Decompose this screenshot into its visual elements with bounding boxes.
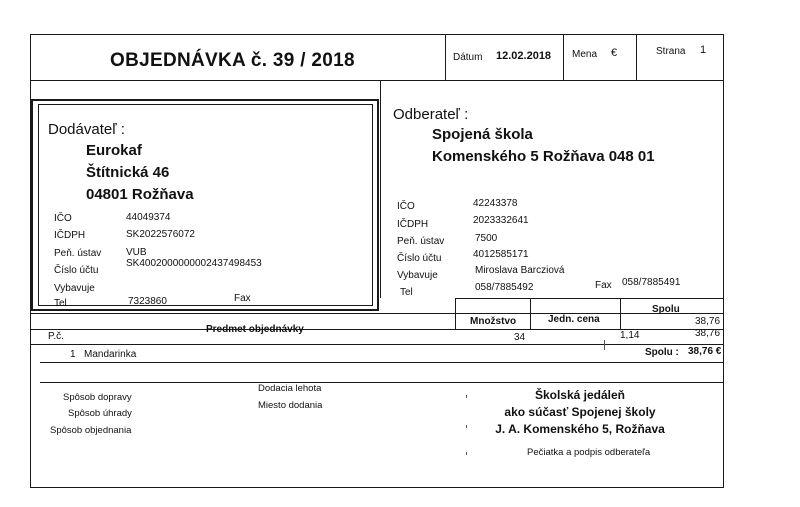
row-position: 1 — [70, 349, 76, 360]
customer-fax-value: 058/7885491 — [622, 277, 681, 288]
delivery-time-label: Dodacia lehota — [258, 383, 322, 394]
order-method-label: Spôsob objednania — [50, 425, 132, 436]
sum-value: 38,76 € — [688, 346, 722, 357]
column-header-quantity: Množstvo — [470, 316, 517, 327]
stamp-line: Školská jedáleň — [534, 388, 626, 402]
dot-mark — [466, 425, 467, 428]
table-border — [40, 382, 724, 383]
table-column-divider — [620, 298, 621, 329]
customer-ico-label: IČO — [397, 201, 415, 212]
table-border — [30, 344, 724, 345]
header-separator — [445, 34, 446, 80]
column-header-unit-price: Jedn. cena — [548, 314, 600, 325]
customer-name: Spojená škola — [432, 126, 533, 143]
dot-mark — [466, 395, 467, 398]
signature-label: Pečiatka a podpis odberateľa — [527, 447, 651, 458]
supplier-bank-value: VUB — [126, 247, 147, 258]
supplier-bank-label: Peň. ústav — [54, 248, 102, 259]
page-label: Strana — [656, 46, 686, 57]
currency-label: Mena — [572, 49, 598, 60]
supplier-tel-value: 7323860 — [128, 296, 167, 307]
customer-divider — [380, 80, 381, 298]
column-header-item: Predmet objednávky — [206, 324, 304, 335]
table-border — [40, 362, 724, 363]
customer-account-label: Číslo účtu — [397, 253, 442, 264]
customer-bank-label: Peň. ústav — [397, 236, 445, 247]
header-total-value: 38,76 — [695, 316, 721, 327]
customer-handler-label: Vybavuje — [397, 270, 438, 281]
stamp-line: J. A. Komenského 5, Rožňava — [495, 422, 665, 436]
delivery-place-label: Miesto dodania — [258, 400, 323, 411]
currency-value: € — [611, 47, 618, 59]
sum-label: Spolu : — [645, 347, 679, 358]
supplier-ico-label: IČO — [54, 213, 72, 224]
dot-mark — [604, 340, 605, 350]
header-divider — [30, 80, 724, 81]
supplier-name: Eurokaf — [86, 142, 142, 159]
customer-account-value: 4012585171 — [473, 249, 529, 260]
supplier-fax-label: Fax — [234, 293, 251, 304]
supplier-ico-value: 44049374 — [126, 212, 171, 223]
header-separator — [563, 34, 564, 80]
column-header-position: P.č. — [48, 331, 64, 342]
payment-method-label: Spôsob úhrady — [68, 408, 132, 419]
table-column-divider — [530, 298, 531, 329]
supplier-icdph-value: SK2022576072 — [126, 229, 195, 240]
table-column-divider — [455, 298, 456, 329]
customer-fax-label: Fax — [595, 280, 612, 291]
column-header-total: Spolu — [652, 304, 680, 315]
supplier-heading: Dodávateľ : — [48, 121, 125, 138]
customer-tel-value: 058/7885492 — [475, 282, 534, 293]
customer-bank-value: 7500 — [475, 233, 498, 244]
row-unit-price: 1,14 — [620, 330, 640, 341]
header-separator — [636, 34, 637, 80]
supplier-icdph-label: IČDPH — [54, 230, 86, 241]
dot-mark — [466, 452, 467, 455]
customer-heading: Odberateľ : — [393, 106, 469, 123]
supplier-tel-label: Tel — [54, 298, 67, 309]
supplier-account-value: SK4002000000002437498453 — [126, 258, 262, 269]
row-item: Mandarinka — [84, 349, 137, 360]
customer-handler-value: Miroslava Barcziová — [475, 265, 565, 276]
stamp-line: ako súčasť Spojenej školy — [504, 405, 656, 419]
supplier-city: 04801 Rožňava — [86, 186, 194, 203]
supplier-handler-label: Vybavuje — [54, 283, 95, 294]
customer-tel-label: Tel — [400, 287, 413, 298]
customer-ico-value: 42243378 — [473, 198, 518, 209]
transport-method-label: Spôsob dopravy — [63, 392, 132, 403]
row-quantity: 34 — [514, 332, 526, 343]
table-top-border — [455, 298, 724, 299]
supplier-street: Štítnická 46 — [86, 164, 170, 181]
customer-icdph-value: 2023332641 — [473, 215, 529, 226]
date-value: 12.02.2018 — [496, 50, 552, 62]
row-total: 38,76 — [695, 328, 721, 339]
page-value: 1 — [700, 44, 707, 56]
order-title: OBJEDNÁVKA č. 39 / 2018 — [110, 50, 355, 71]
customer-icdph-label: IČDPH — [397, 219, 429, 230]
school-stamp — [470, 388, 690, 436]
supplier-account-label: Číslo účtu — [54, 265, 99, 276]
date-label: Dátum — [453, 52, 483, 63]
customer-address: Komenského 5 Rožňava 048 01 — [432, 148, 655, 165]
